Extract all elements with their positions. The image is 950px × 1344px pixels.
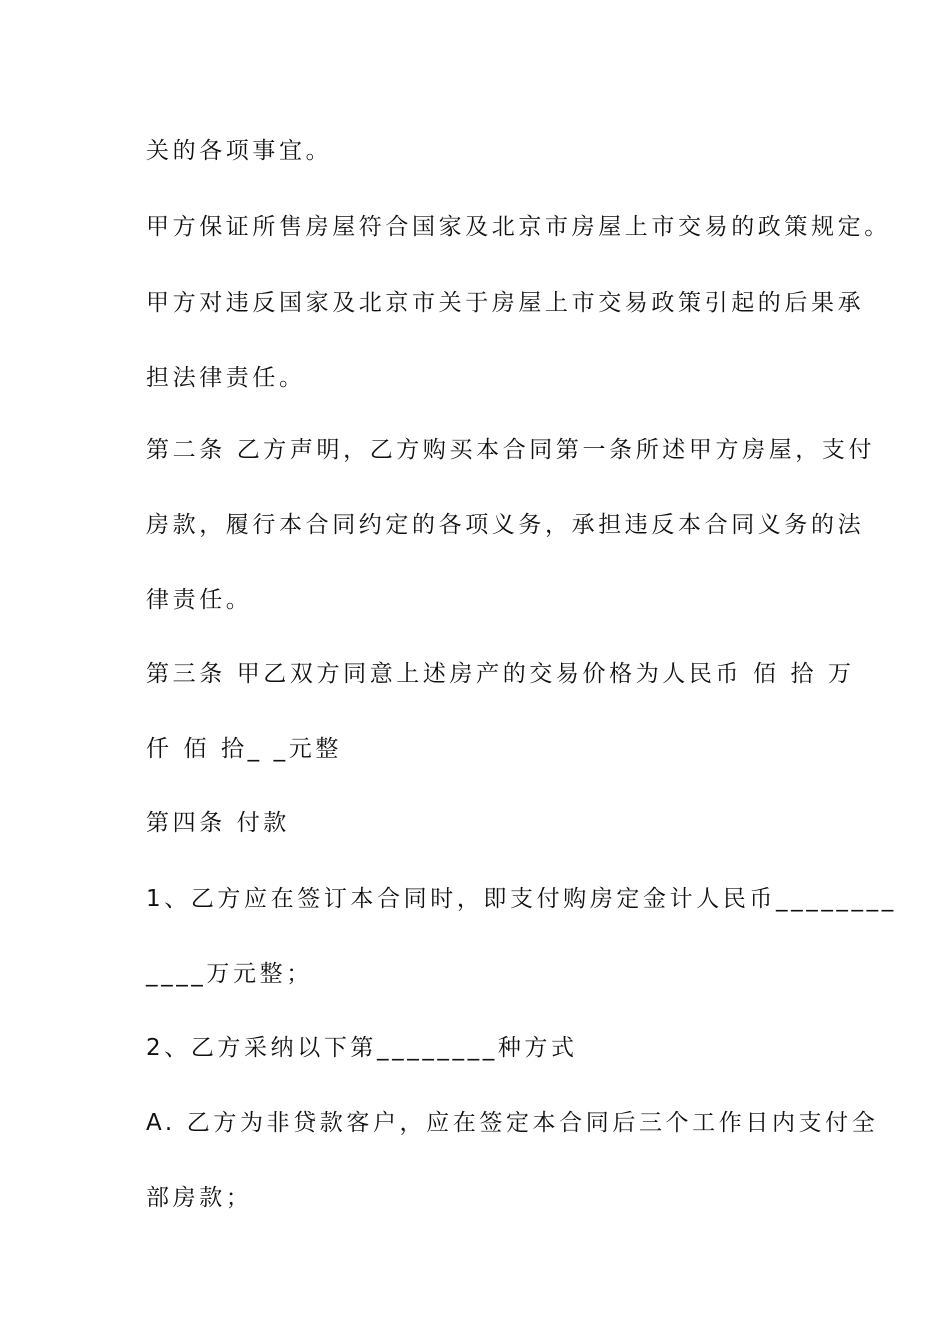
text-line: 仟 佰 拾_ _元整 bbox=[146, 736, 342, 762]
text-line: 第三条 甲乙双方同意上述房产的交易价格为人民币 佰 拾 万 bbox=[146, 661, 855, 687]
text-line: 第四条 付款 bbox=[146, 810, 290, 836]
text-line: 房款，履行本合同约定的各项义务，承担违反本合同义务的法 bbox=[146, 512, 865, 538]
text-line: 律责任。 bbox=[146, 587, 253, 613]
text-line: 1、乙方应在签订本合同时，即支付购房定金计人民币________ bbox=[146, 886, 897, 912]
text-line: A. 乙方为非贷款客户，应在签定本合同后三个工作日内支付全 bbox=[146, 1110, 879, 1136]
text-line: 第二条 乙方声明，乙方购买本合同第一条所述甲方房屋，支付 bbox=[146, 437, 876, 463]
text-line: 甲方保证所售房屋符合国家及北京市房屋上市交易的政策规定。 bbox=[146, 214, 891, 240]
text-line: 担法律责任。 bbox=[146, 365, 306, 391]
text-line: 部房款； bbox=[146, 1185, 253, 1211]
text-line: ____万元整； bbox=[146, 961, 313, 987]
text-line: 甲方对违反国家及北京市关于房屋上市交易政策引起的后果承 bbox=[146, 290, 865, 316]
text-line: 2、乙方采纳以下第________种方式 bbox=[146, 1035, 578, 1061]
text-line: 关的各项事宜。 bbox=[146, 138, 333, 164]
